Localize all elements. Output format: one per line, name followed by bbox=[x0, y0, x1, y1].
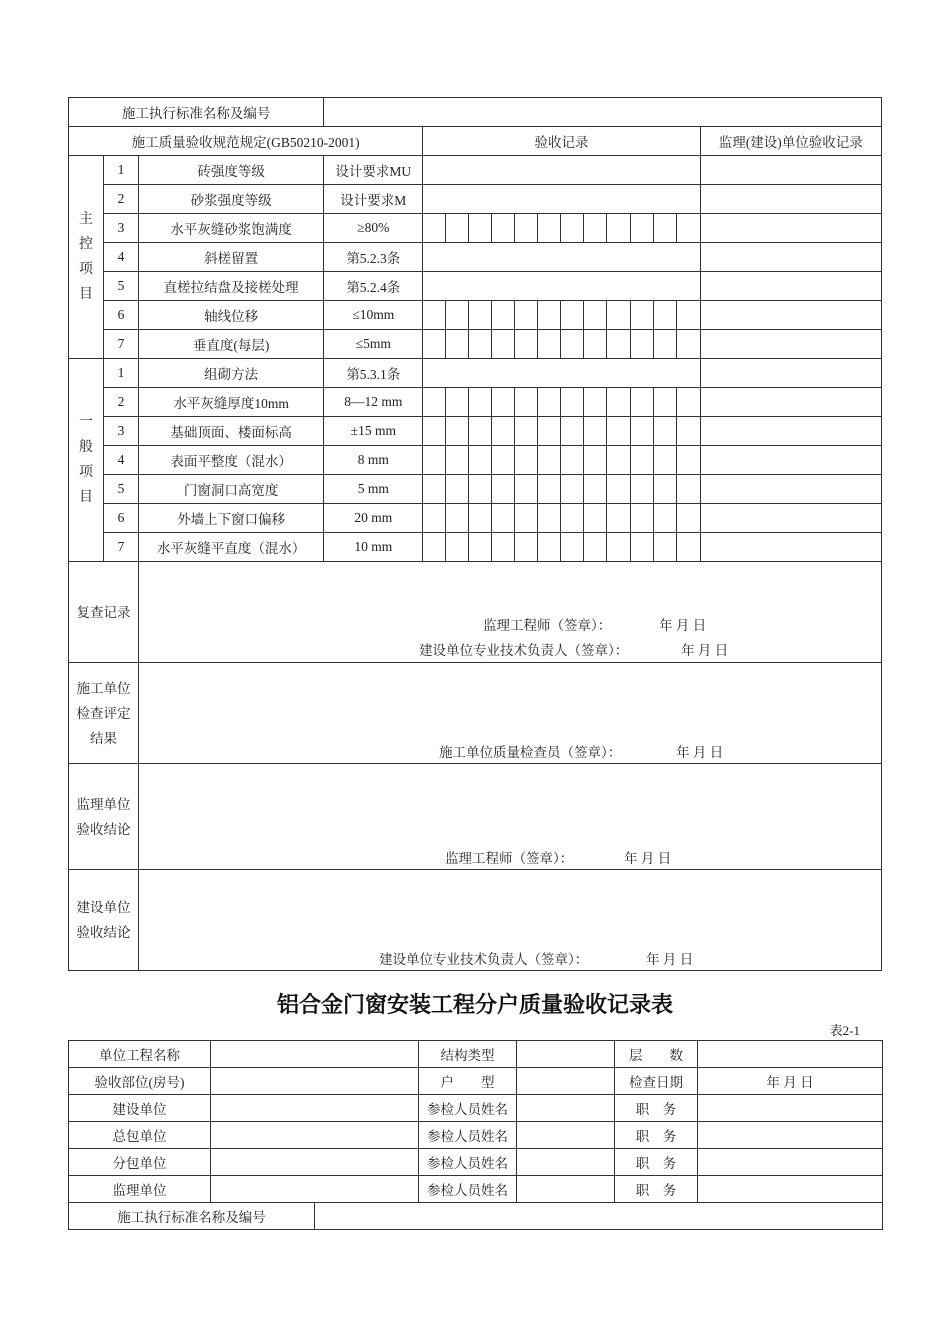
row-label: 建设单位 bbox=[69, 1095, 211, 1122]
value-cell[interactable] bbox=[211, 1068, 419, 1095]
item-number: 7 bbox=[104, 330, 139, 359]
record-cell[interactable] bbox=[653, 330, 676, 359]
record-cell[interactable] bbox=[561, 446, 584, 475]
item-name: 砂浆强度等级 bbox=[139, 185, 324, 214]
record-cell[interactable] bbox=[607, 504, 630, 533]
item-requirement: ≤10mm bbox=[324, 301, 423, 330]
record-cell[interactable] bbox=[469, 417, 492, 446]
item-number: 2 bbox=[104, 185, 139, 214]
record-cell[interactable] bbox=[515, 533, 538, 562]
table-row bbox=[69, 388, 882, 417]
owner-technical-lead-signature-label: 建设单位专业技术负责人（签章）： bbox=[419, 643, 629, 658]
value-cell[interactable] bbox=[211, 1041, 419, 1068]
value-cell[interactable] bbox=[698, 1041, 883, 1068]
record-cell[interactable] bbox=[469, 504, 492, 533]
supervisor-record-cell[interactable] bbox=[700, 446, 881, 475]
item-name: 斜槎留置 bbox=[139, 243, 324, 272]
row-label: 结构类型 bbox=[419, 1041, 517, 1068]
supervisor-record-cell[interactable] bbox=[700, 330, 881, 359]
record-cell[interactable] bbox=[492, 417, 515, 446]
record-cell-merged[interactable] bbox=[423, 243, 700, 272]
record-cell[interactable] bbox=[469, 301, 492, 330]
record-cell[interactable] bbox=[492, 214, 515, 243]
construction-check-label: 施工单位检查评定结果 bbox=[69, 663, 139, 764]
record-cell[interactable] bbox=[446, 388, 469, 417]
value-cell[interactable] bbox=[698, 1176, 883, 1203]
record-cell-merged[interactable] bbox=[423, 359, 700, 388]
value-cell[interactable] bbox=[517, 1149, 615, 1176]
table-row bbox=[69, 1122, 883, 1149]
item-name: 水平灰缝厚度10mm bbox=[139, 388, 324, 417]
item-name: 水平灰缝砂浆饱满度 bbox=[139, 214, 324, 243]
record-cell[interactable] bbox=[653, 214, 676, 243]
record-cell[interactable] bbox=[469, 533, 492, 562]
record-cell[interactable] bbox=[469, 330, 492, 359]
record-cell[interactable] bbox=[492, 475, 515, 504]
record-cell[interactable] bbox=[584, 214, 607, 243]
record-cell[interactable] bbox=[538, 504, 561, 533]
row-label: 参检人员姓名 bbox=[419, 1095, 517, 1122]
record-cell[interactable] bbox=[446, 330, 469, 359]
record-cell[interactable] bbox=[561, 417, 584, 446]
value-cell[interactable] bbox=[517, 1122, 615, 1149]
construction-signature-area[interactable] bbox=[139, 663, 882, 764]
record-cell[interactable] bbox=[561, 388, 584, 417]
item-name: 组砌方法 bbox=[139, 359, 324, 388]
item-name: 基础顶面、楼面标高 bbox=[139, 417, 324, 446]
quality-inspector-signature-label: 施工单位质量检查员（签章）： bbox=[439, 745, 622, 760]
supervisor-header: 监理(建设)单位验收记录 bbox=[700, 127, 881, 156]
record-cell[interactable] bbox=[653, 417, 676, 446]
record-cell[interactable] bbox=[423, 330, 446, 359]
item-requirement: 20 mm bbox=[324, 504, 423, 533]
record-cell[interactable] bbox=[676, 475, 700, 504]
record-cell[interactable] bbox=[423, 504, 446, 533]
item-number: 5 bbox=[104, 272, 139, 301]
value-cell[interactable] bbox=[698, 1095, 883, 1122]
item-requirement: 第5.2.3条 bbox=[324, 243, 423, 272]
item-number: 2 bbox=[104, 388, 139, 417]
table-row bbox=[69, 1176, 883, 1203]
row-label: 参检人员姓名 bbox=[419, 1122, 517, 1149]
row-label: 职 务 bbox=[615, 1122, 698, 1149]
review-record-label: 复查记录 bbox=[69, 562, 139, 663]
item-number: 6 bbox=[104, 504, 139, 533]
supervisor-record-cell[interactable] bbox=[700, 156, 881, 185]
supervision-conclusion-label: 监理单位验收结论 bbox=[69, 764, 139, 870]
item-name: 外墙上下窗口偏移 bbox=[139, 504, 324, 533]
item-requirement: ±15 mm bbox=[324, 417, 423, 446]
item-name: 直槎拉结盘及接槎处理 bbox=[139, 272, 324, 301]
record-cell[interactable] bbox=[423, 446, 446, 475]
record-cell[interactable] bbox=[492, 301, 515, 330]
item-requirement: 8 mm bbox=[324, 446, 423, 475]
row-label: 层 数 bbox=[615, 1041, 698, 1068]
item-requirement: 8—12 mm bbox=[324, 388, 423, 417]
record-cell[interactable] bbox=[446, 214, 469, 243]
item-number: 4 bbox=[104, 446, 139, 475]
row-label: 职 务 bbox=[615, 1149, 698, 1176]
record-cell-merged[interactable] bbox=[423, 185, 700, 214]
supervisor-record-cell[interactable] bbox=[700, 243, 881, 272]
record-cell-merged[interactable] bbox=[423, 272, 700, 301]
inspection-record-table bbox=[68, 97, 882, 971]
record-cell[interactable] bbox=[584, 417, 607, 446]
owner-technical-lead-signature-label: 建设单位专业技术负责人（签章）： bbox=[379, 952, 589, 967]
record-cell[interactable] bbox=[423, 214, 446, 243]
record-cell[interactable] bbox=[515, 446, 538, 475]
record-cell[interactable] bbox=[607, 214, 630, 243]
item-name: 门窗洞口高宽度 bbox=[139, 475, 324, 504]
table-row bbox=[69, 475, 882, 504]
record-cell[interactable] bbox=[630, 504, 653, 533]
record-cell[interactable] bbox=[676, 301, 700, 330]
record-cell[interactable] bbox=[584, 301, 607, 330]
record-cell[interactable] bbox=[538, 417, 561, 446]
table-row bbox=[69, 214, 882, 243]
row-label: 职 务 bbox=[615, 1176, 698, 1203]
record-cell[interactable] bbox=[492, 446, 515, 475]
record-cell[interactable] bbox=[676, 417, 700, 446]
record-cell[interactable] bbox=[676, 533, 700, 562]
item-name: 垂直度(每层) bbox=[139, 330, 324, 359]
row-label: 参检人员姓名 bbox=[419, 1149, 517, 1176]
record-cell[interactable] bbox=[653, 446, 676, 475]
record-cell[interactable] bbox=[446, 301, 469, 330]
item-requirement: 第5.3.1条 bbox=[324, 359, 423, 388]
record-cell[interactable] bbox=[469, 388, 492, 417]
record-cell[interactable] bbox=[538, 301, 561, 330]
record-cell[interactable] bbox=[515, 330, 538, 359]
signature-date: 年 月 日 bbox=[676, 745, 724, 760]
item-name: 砖强度等级 bbox=[139, 156, 324, 185]
owner-conclusion-label: 建设单位验收结论 bbox=[69, 870, 139, 971]
standard-value-cell[interactable] bbox=[315, 1203, 883, 1230]
main-control-items-label: 主 控 项 目 bbox=[69, 156, 104, 359]
item-name: 表面平整度（混水） bbox=[139, 446, 324, 475]
form-title: 铝合金门窗安装工程分户质量验收记录表 bbox=[276, 993, 673, 1018]
record-cell[interactable] bbox=[446, 533, 469, 562]
supervisor-record-cell[interactable] bbox=[700, 214, 881, 243]
row-label: 户 型 bbox=[419, 1068, 517, 1095]
spec-header: 施工质量验收规范规定(GB50210-2001) bbox=[69, 127, 423, 156]
record-cell[interactable] bbox=[469, 475, 492, 504]
record-cell[interactable] bbox=[423, 533, 446, 562]
record-cell[interactable] bbox=[630, 330, 653, 359]
record-cell[interactable] bbox=[653, 504, 676, 533]
item-number: 3 bbox=[104, 214, 139, 243]
record-cell[interactable] bbox=[492, 388, 515, 417]
record-cell[interactable] bbox=[561, 301, 584, 330]
supervisor-record-cell[interactable] bbox=[700, 504, 881, 533]
record-cell[interactable] bbox=[446, 446, 469, 475]
item-requirement: 5 mm bbox=[324, 475, 423, 504]
row-label: 参检人员姓名 bbox=[419, 1176, 517, 1203]
value-cell[interactable] bbox=[211, 1095, 419, 1122]
record-cell[interactable] bbox=[676, 214, 700, 243]
supervisor-record-cell[interactable] bbox=[700, 475, 881, 504]
table-row bbox=[69, 156, 882, 185]
record-cell[interactable] bbox=[515, 417, 538, 446]
supervisor-engineer-signature-label: 监理工程师（签章）： bbox=[445, 851, 574, 866]
value-cell[interactable] bbox=[698, 1149, 883, 1176]
table-row bbox=[69, 417, 882, 446]
supervisor-record-cell[interactable] bbox=[700, 185, 881, 214]
record-cell[interactable] bbox=[607, 475, 630, 504]
supervisor-record-cell[interactable] bbox=[700, 533, 881, 562]
value-cell[interactable] bbox=[698, 1122, 883, 1149]
value-cell[interactable] bbox=[517, 1176, 615, 1203]
signature-date: 年 月 日 bbox=[659, 618, 707, 633]
value-cell[interactable] bbox=[211, 1176, 419, 1203]
record-cell[interactable] bbox=[561, 330, 584, 359]
record-cell[interactable] bbox=[538, 214, 561, 243]
row-label: 分包单位 bbox=[69, 1149, 211, 1176]
record-cell[interactable] bbox=[676, 504, 700, 533]
record-cell[interactable] bbox=[469, 214, 492, 243]
signature-date: 年 月 日 bbox=[646, 952, 694, 967]
item-number: 4 bbox=[104, 243, 139, 272]
table-row bbox=[69, 330, 882, 359]
record-header: 验收记录 bbox=[423, 127, 700, 156]
signature-date: 年 月 日 bbox=[681, 643, 729, 658]
supervisor-record-cell[interactable] bbox=[700, 388, 881, 417]
record-cell[interactable] bbox=[653, 301, 676, 330]
row-label: 监理单位 bbox=[69, 1176, 211, 1203]
record-cell[interactable] bbox=[515, 301, 538, 330]
item-requirement: 10 mm bbox=[324, 533, 423, 562]
record-cell[interactable] bbox=[676, 388, 700, 417]
record-cell[interactable] bbox=[492, 504, 515, 533]
record-cell[interactable] bbox=[676, 330, 700, 359]
record-cell[interactable] bbox=[561, 533, 584, 562]
record-cell[interactable] bbox=[607, 330, 630, 359]
supervisor-record-cell[interactable] bbox=[700, 417, 881, 446]
item-number: 5 bbox=[104, 475, 139, 504]
record-cell[interactable] bbox=[630, 533, 653, 562]
record-cell[interactable] bbox=[538, 533, 561, 562]
record-cell[interactable] bbox=[630, 417, 653, 446]
row-label: 职 务 bbox=[615, 1095, 698, 1122]
supervisor-record-cell[interactable] bbox=[700, 301, 881, 330]
record-cell[interactable] bbox=[446, 504, 469, 533]
record-cell[interactable] bbox=[561, 504, 584, 533]
record-cell[interactable] bbox=[607, 388, 630, 417]
record-cell[interactable] bbox=[630, 475, 653, 504]
standard-label: 施工执行标准名称及编号 bbox=[69, 1203, 315, 1230]
owner-signature-area[interactable] bbox=[139, 870, 882, 971]
record-cell[interactable] bbox=[446, 417, 469, 446]
record-cell[interactable] bbox=[653, 533, 676, 562]
row-label: 总包单位 bbox=[69, 1122, 211, 1149]
record-cell[interactable] bbox=[630, 446, 653, 475]
row-label: 验收部位(房号) bbox=[69, 1068, 211, 1095]
record-cell[interactable] bbox=[607, 446, 630, 475]
value-cell[interactable] bbox=[211, 1122, 419, 1149]
row-label: 检查日期 bbox=[615, 1068, 698, 1095]
record-cell[interactable] bbox=[538, 446, 561, 475]
record-cell[interactable] bbox=[630, 214, 653, 243]
item-number: 1 bbox=[104, 359, 139, 388]
table-row bbox=[69, 1095, 883, 1122]
value-cell[interactable]: 年 月 日 bbox=[698, 1068, 883, 1095]
record-cell[interactable] bbox=[653, 388, 676, 417]
row-label: 单位工程名称 bbox=[69, 1041, 211, 1068]
record-cell[interactable] bbox=[630, 388, 653, 417]
record-cell[interactable] bbox=[607, 417, 630, 446]
table-row bbox=[69, 301, 882, 330]
table-row bbox=[69, 185, 882, 214]
record-cell[interactable] bbox=[423, 301, 446, 330]
supervision-signature-area[interactable] bbox=[139, 764, 882, 870]
record-cell[interactable] bbox=[515, 388, 538, 417]
record-cell[interactable] bbox=[423, 417, 446, 446]
record-cell[interactable] bbox=[492, 533, 515, 562]
item-requirement: ≥80% bbox=[324, 214, 423, 243]
record-cell[interactable] bbox=[607, 533, 630, 562]
record-cell[interactable] bbox=[676, 446, 700, 475]
record-cell[interactable] bbox=[584, 446, 607, 475]
table-row bbox=[69, 446, 882, 475]
value-cell[interactable] bbox=[517, 1041, 615, 1068]
item-number: 1 bbox=[104, 156, 139, 185]
standard-label: 施工执行标准名称及编号 bbox=[69, 98, 324, 127]
record-cell[interactable] bbox=[561, 475, 584, 504]
general-items-label: 一 般 项 目 bbox=[69, 359, 104, 562]
item-number: 3 bbox=[104, 417, 139, 446]
table-row bbox=[69, 243, 882, 272]
record-cell[interactable] bbox=[653, 475, 676, 504]
supervisor-engineer-signature-label: 监理工程师（签章）： bbox=[483, 618, 612, 633]
table-row bbox=[69, 272, 882, 301]
record-cell[interactable] bbox=[538, 388, 561, 417]
table-row bbox=[69, 533, 882, 562]
record-cell-merged[interactable] bbox=[423, 156, 700, 185]
record-cell[interactable] bbox=[538, 475, 561, 504]
record-cell[interactable] bbox=[584, 475, 607, 504]
household-acceptance-header-table bbox=[68, 1040, 883, 1230]
record-cell[interactable] bbox=[446, 475, 469, 504]
supervisor-record-cell[interactable] bbox=[700, 359, 881, 388]
table-number: 表2-1 bbox=[829, 1023, 860, 1038]
item-requirement: 第5.2.4条 bbox=[324, 272, 423, 301]
standard-value-cell[interactable] bbox=[324, 98, 882, 127]
value-cell[interactable] bbox=[517, 1068, 615, 1095]
table-row bbox=[69, 359, 882, 388]
record-cell[interactable] bbox=[515, 214, 538, 243]
review-signature-area[interactable] bbox=[139, 562, 882, 663]
record-cell[interactable] bbox=[584, 533, 607, 562]
signature-date: 年 月 日 bbox=[624, 851, 672, 866]
table-row bbox=[69, 504, 882, 533]
value-cell[interactable] bbox=[517, 1095, 615, 1122]
record-cell[interactable] bbox=[492, 330, 515, 359]
record-cell[interactable] bbox=[423, 475, 446, 504]
item-name: 轴线位移 bbox=[139, 301, 324, 330]
record-cell[interactable] bbox=[584, 330, 607, 359]
table-row bbox=[69, 1149, 883, 1176]
record-cell[interactable] bbox=[515, 504, 538, 533]
record-cell[interactable] bbox=[630, 301, 653, 330]
table-row bbox=[69, 1041, 883, 1068]
record-cell[interactable] bbox=[469, 446, 492, 475]
item-requirement: 设计要求MU bbox=[324, 156, 423, 185]
record-cell[interactable] bbox=[584, 388, 607, 417]
table-row bbox=[69, 1068, 883, 1095]
record-cell[interactable] bbox=[584, 504, 607, 533]
value-cell[interactable] bbox=[211, 1149, 419, 1176]
item-requirement: 设计要求M bbox=[324, 185, 423, 214]
item-requirement: ≤5mm bbox=[324, 330, 423, 359]
supervisor-record-cell[interactable] bbox=[700, 272, 881, 301]
record-cell[interactable] bbox=[538, 330, 561, 359]
item-name: 水平灰缝平直度（混水） bbox=[139, 533, 324, 562]
item-number: 6 bbox=[104, 301, 139, 330]
item-number: 7 bbox=[104, 533, 139, 562]
record-cell[interactable] bbox=[561, 214, 584, 243]
record-cell[interactable] bbox=[515, 475, 538, 504]
record-cell[interactable] bbox=[607, 301, 630, 330]
record-cell[interactable] bbox=[423, 388, 446, 417]
